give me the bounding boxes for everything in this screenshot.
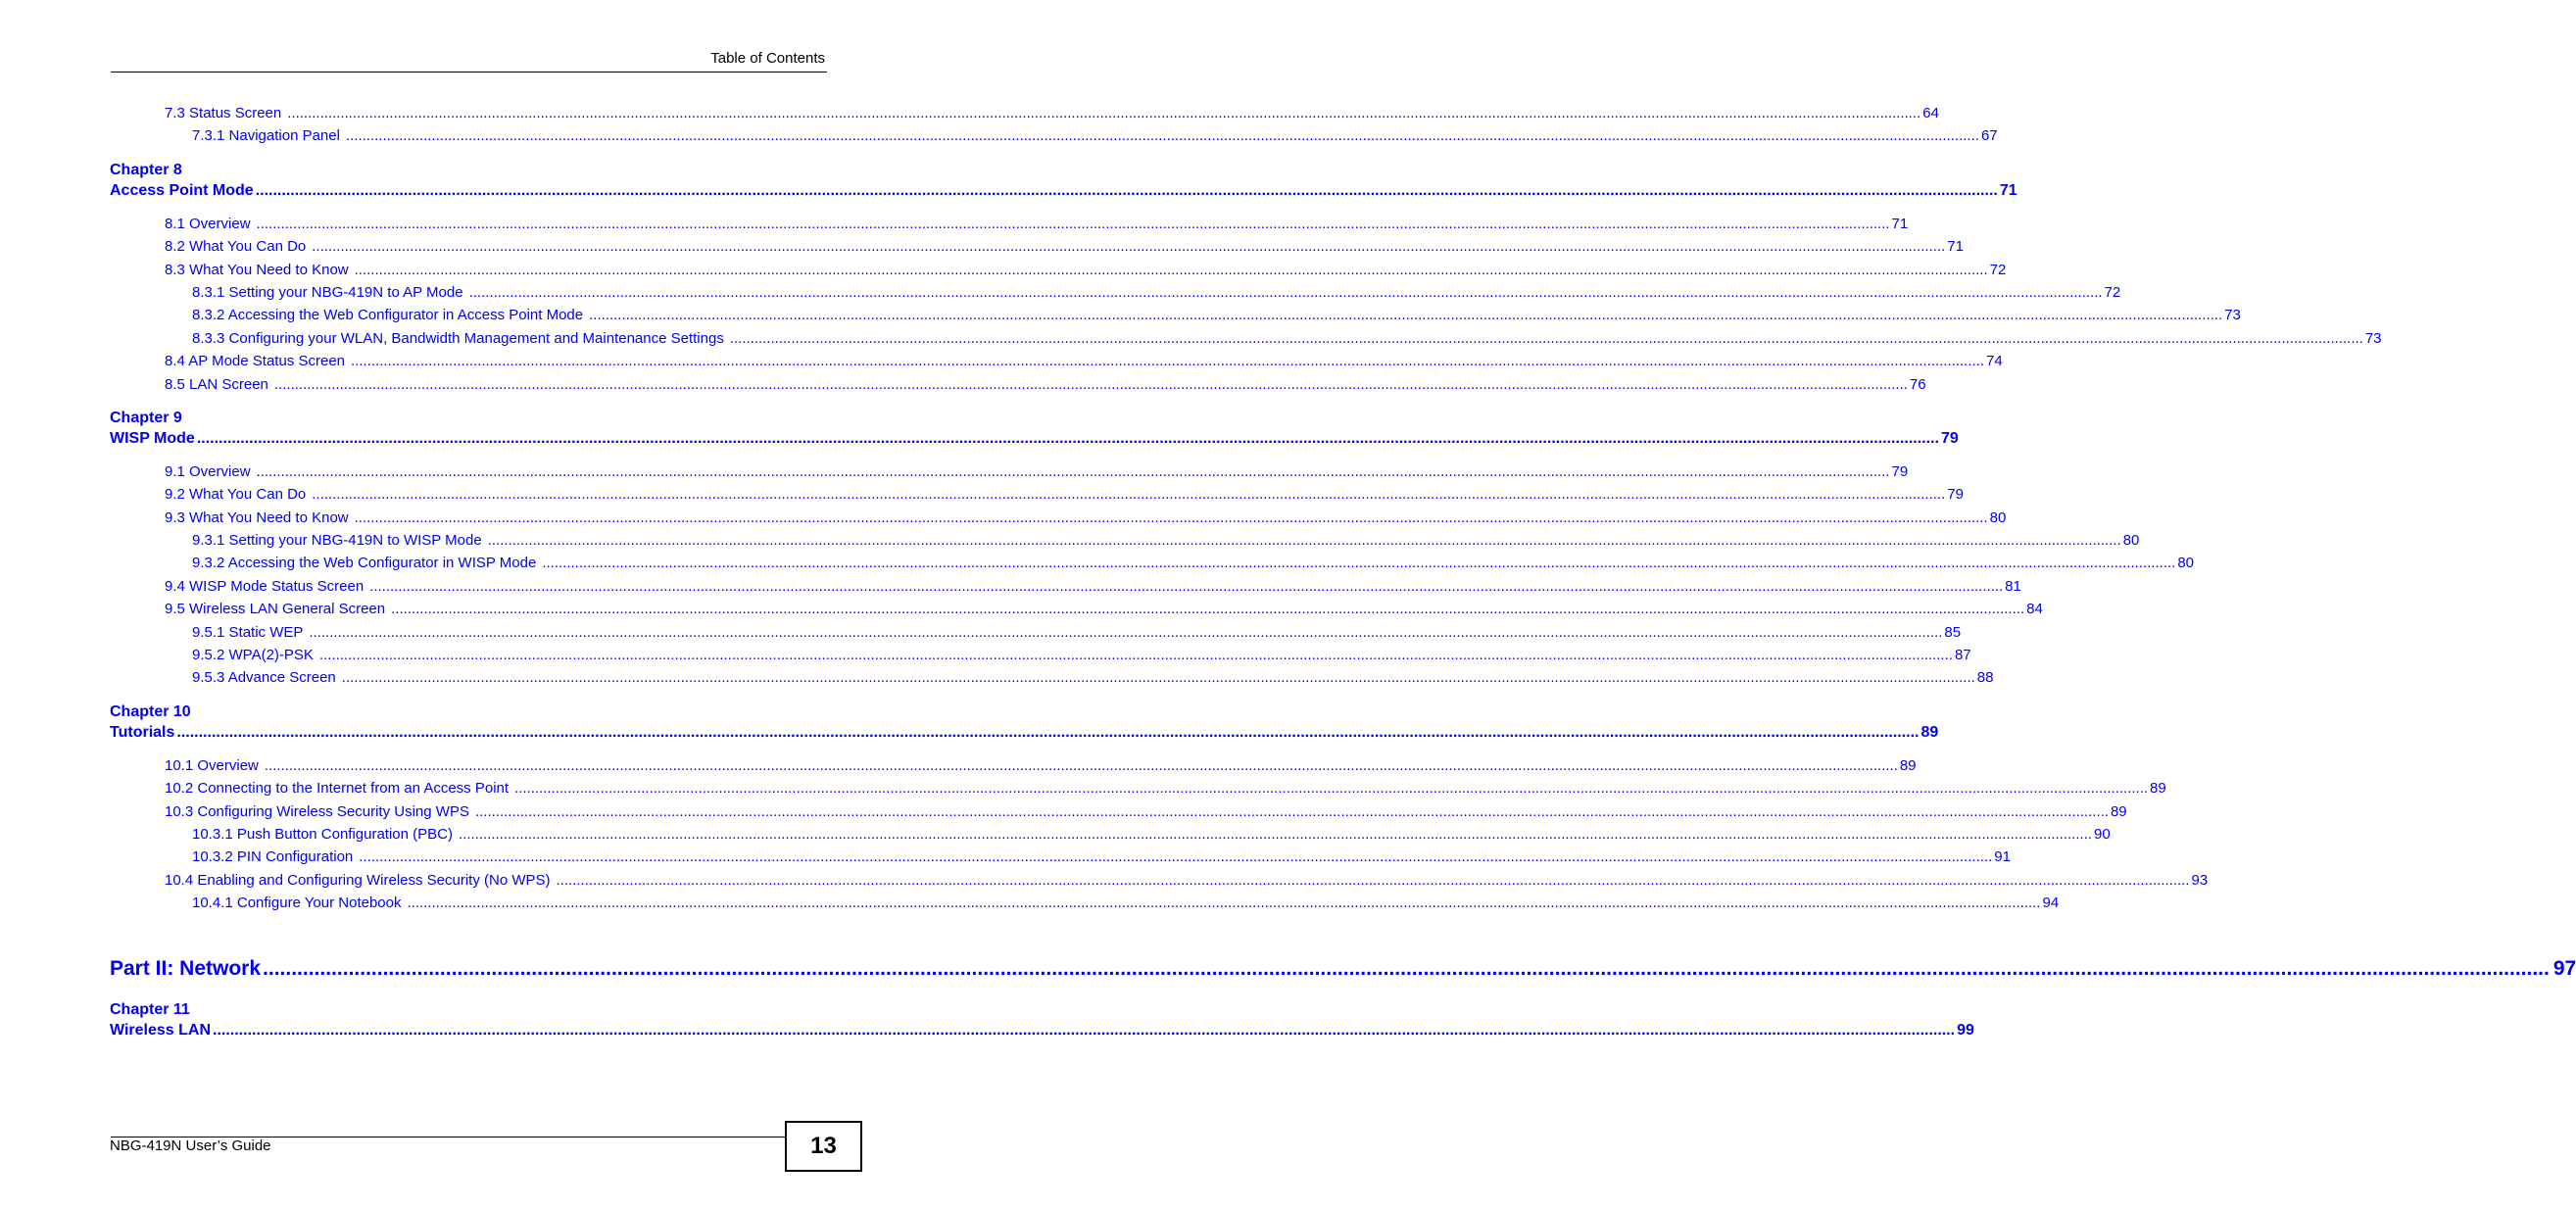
toc-entry-title: 9.2 What You Can Do: [165, 486, 307, 504]
spacer: [110, 201, 813, 213]
chapter-label: Chapter 9: [110, 409, 182, 426]
dot-leader: ................................................................................................................................................................................................................................................................................................................................................................................................................: [345, 127, 1979, 145]
toc-entry-title: 9.4 WISP Mode Status Screen: [165, 577, 365, 595]
toc-entry-link[interactable]: [110, 102, 1939, 124]
toc-entry-page: 89: [2150, 780, 2166, 798]
toc-part-link[interactable]: [110, 955, 2576, 983]
toc-entry-page: 97: [2552, 956, 2576, 980]
toc-entry-title: Access Point Mode: [110, 181, 254, 199]
spacer: [110, 148, 813, 160]
toc-entry-title: 10.1 Overview: [165, 756, 259, 774]
toc-entry-title: 8.3.1 Setting your NBG-419N to AP Mode: [192, 283, 463, 301]
dot-leader: ................................................................................................................................................................................................................................................................................................................................................................................................................: [556, 871, 2190, 889]
toc-entry-page: 89: [1899, 756, 1917, 774]
page-number-box: [785, 1121, 862, 1172]
dot-leader: ................................................................................................................................................................................................................................................................................................................................................................................................................: [176, 723, 1920, 741]
dot-leader: ................................................................................................................................................................................................................................................................................................................................................................................................................: [589, 307, 2223, 324]
toc-entry-title: Part II: Network: [110, 956, 262, 980]
toc-entry-title: 8.4 AP Mode Status Screen: [165, 353, 346, 370]
toc-entry-link[interactable]: [110, 823, 2111, 846]
header-rule: [111, 72, 827, 73]
spacer: [110, 449, 813, 460]
dot-leader: ................................................................................................................................................................................................................................................................................................................................................................................................................: [474, 802, 2109, 820]
toc-entry-link[interactable]: [110, 281, 2121, 304]
toc-entry-link[interactable]: [110, 213, 1909, 235]
dot-leader: ................................................................................................................................................................................................................................................................................................................................................................................................................: [256, 215, 1890, 232]
dot-leader: ................................................................................................................................................................................................................................................................................................................................................................................................................: [264, 756, 1898, 774]
dot-leader: ................................................................................................................................................................................................................................................................................................................................................................................................................: [354, 261, 1988, 278]
dot-leader: ................................................................................................................................................................................................................................................................................................................................................................................................................: [729, 329, 2363, 347]
spacer: [110, 396, 813, 408]
toc-entry-page: 72: [2104, 283, 2121, 301]
toc-entry-page: 71: [1891, 215, 1909, 232]
toc-entry-page: 99: [1957, 1021, 1974, 1039]
toc-entry-title: 9.1 Overview: [165, 462, 251, 480]
toc-entry-page: 91: [1994, 848, 2011, 866]
toc-entry-page: 79: [1891, 462, 1909, 480]
toc-entry-page: 72: [1989, 261, 2007, 278]
toc-entry-link[interactable]: [110, 644, 1971, 666]
dot-leader: ................................................................................................................................................................................................................................................................................................................................................................................................................: [213, 1021, 1956, 1039]
dot-leader: ................................................................................................................................................................................................................................................................................................................................................................................................................: [407, 895, 2041, 912]
toc-entry-title: 7.3.1 Navigation Panel: [192, 127, 340, 145]
footer-guide-title: NBG-419N User’s Guide: [110, 1137, 271, 1154]
toc-entry-page: 84: [2026, 601, 2043, 618]
toc-chapter-link[interactable]: [110, 1020, 1974, 1041]
toc-entry-title: 8.5 LAN Screen: [165, 375, 268, 393]
dot-leader: ................................................................................................................................................................................................................................................................................................................................................................................................................: [354, 508, 1988, 526]
toc-entry-title: 8.3.3 Configuring your WLAN, Bandwidth Management and Maintenance Settings: [192, 329, 724, 347]
toc-entry-title: 10.3 Configuring Wireless Security Using WPS: [165, 802, 469, 820]
toc-entry-page: 74: [1986, 353, 2003, 370]
toc-chapter-link[interactable]: [110, 428, 1959, 449]
toc-entry-link[interactable]: [110, 598, 2043, 620]
toc-entry-link[interactable]: [110, 777, 2166, 799]
toc-entry-link[interactable]: [110, 846, 2011, 868]
toc-entry-page: 73: [2224, 307, 2241, 324]
toc-entry-page: 93: [2191, 871, 2209, 889]
toc-entry-page: 80: [1989, 508, 2007, 526]
toc-entry-title: 8.2 What You Can Do: [165, 238, 307, 256]
page-number: 13: [810, 1133, 837, 1159]
toc-entry-page: 87: [1954, 647, 1971, 664]
dot-leader: ................................................................................................................................................................................................................................................................................................................................................................................................................: [312, 486, 1946, 504]
toc-entry-title: 10.3.2 PIN Configuration: [192, 848, 354, 866]
toc-entry-page: 71: [1947, 238, 1964, 256]
dot-leader: ................................................................................................................................................................................................................................................................................................................................................................................................................: [359, 848, 1993, 866]
toc-entry-page: 94: [2042, 895, 2060, 912]
dot-leader: ................................................................................................................................................................................................................................................................................................................................................................................................................: [196, 429, 1939, 447]
toc-entry-title: 9.5.2 WPA(2)-PSK: [192, 647, 314, 664]
toc-entry-link[interactable]: [110, 259, 2007, 281]
table-of-contents: [110, 102, 2576, 1052]
dot-leader: ................................................................................................................................................................................................................................................................................................................................................................................................................: [273, 375, 1908, 393]
chapter-label: Chapter 11: [110, 1000, 190, 1018]
toc-entry-page: 85: [1944, 623, 1962, 641]
toc-entry-page: 88: [1976, 669, 1994, 687]
toc-entry-link[interactable]: [110, 575, 2021, 598]
toc-entry-title: 10.4 Enabling and Configuring Wireless Security (No WPS): [165, 871, 551, 889]
dot-leader: ................................................................................................................................................................................................................................................................................................................................................................................................................: [312, 238, 1946, 256]
toc-entry-title: 9.5.1 Static WEP: [192, 623, 304, 641]
toc-entry-title: 7.3 Status Screen: [165, 105, 282, 121]
toc-entry-page: 80: [2122, 532, 2140, 550]
toc-entry-link[interactable]: [110, 529, 2140, 552]
toc-entry-page: 71: [1999, 181, 2017, 199]
toc-entry-link[interactable]: [110, 373, 1926, 396]
toc-chapter-link[interactable]: [110, 180, 2017, 201]
toc-entry-link[interactable]: [110, 124, 1998, 147]
toc-entry-page: 73: [2364, 329, 2382, 347]
spacer: [110, 915, 813, 955]
toc-entry-title: 9.5 Wireless LAN General Screen: [165, 601, 386, 618]
toc-entry-page: 67: [1980, 127, 1998, 145]
toc-entry-link[interactable]: [110, 869, 2209, 892]
chapter-label: Chapter 10: [110, 702, 191, 720]
toc-entry-link[interactable]: [110, 800, 2127, 823]
spacer: [110, 1041, 813, 1052]
toc-entry-link[interactable]: [110, 304, 2241, 326]
dot-leader: ................................................................................................................................................................................................................................................................................................................................................................................................................: [351, 353, 1985, 370]
toc-entry-link[interactable]: [110, 666, 1994, 689]
dot-leader: ................................................................................................................................................................................................................................................................................................................................................................................................................: [487, 532, 2121, 550]
toc-entry-link[interactable]: [110, 235, 1964, 258]
toc-entry-title: Wireless LAN: [110, 1021, 211, 1039]
toc-entry-page: 79: [1940, 429, 1959, 447]
dot-leader: ................................................................................................................................................................................................................................................................................................................................................................................................................: [309, 623, 1943, 641]
toc-entry-link[interactable]: [110, 507, 2007, 529]
toc-entry-title: 9.3 What You Need to Know: [165, 508, 349, 526]
toc-entry-title: WISP Mode: [110, 429, 195, 447]
dot-leader: ................................................................................................................................................................................................................................................................................................................................................................................................................: [256, 462, 1890, 480]
toc-entry-title: 10.4.1 Configure Your Notebook: [192, 895, 402, 912]
toc-entry-link[interactable]: [110, 754, 1917, 777]
toc-entry-page: 89: [2110, 802, 2127, 820]
dot-leader: ................................................................................................................................................................................................................................................................................................................................................................................................................: [263, 956, 2550, 980]
toc-entry-link[interactable]: [110, 327, 2382, 350]
dot-leader: ................................................................................................................................................................................................................................................................................................................................................................................................................: [459, 825, 2092, 843]
spacer: [110, 983, 813, 999]
spacer: [110, 743, 813, 754]
toc-entry-title: 9.5.3 Advance Screen: [192, 669, 336, 687]
header-section-title: Table of Contents: [710, 50, 825, 67]
toc-entry-link[interactable]: [110, 621, 1962, 644]
toc-entry-page: 81: [2005, 577, 2021, 595]
dot-leader: ................................................................................................................................................................................................................................................................................................................................................................................................................: [542, 555, 2176, 572]
dot-leader: ................................................................................................................................................................................................................................................................................................................................................................................................................: [341, 669, 1975, 687]
dot-leader: ................................................................................................................................................................................................................................................................................................................................................................................................................: [514, 780, 2149, 798]
toc-entry-page: 89: [1920, 723, 1939, 741]
dot-leader: ................................................................................................................................................................................................................................................................................................................................................................................................................: [287, 105, 1921, 121]
toc-entry-page: 79: [1947, 486, 1964, 504]
toc-entry-title: 10.3.1 Push Button Configuration (PBC): [192, 825, 453, 843]
chapter-label: Chapter 8: [110, 161, 182, 178]
toc-entry-link[interactable]: [110, 460, 1909, 483]
dot-leader: ................................................................................................................................................................................................................................................................................................................................................................................................................: [318, 647, 1953, 664]
toc-entry-page: 80: [2177, 555, 2194, 572]
toc-entry-page: 90: [2094, 825, 2111, 843]
toc-entry-link[interactable]: [110, 552, 2194, 574]
spacer: [110, 690, 813, 702]
dot-leader: ................................................................................................................................................................................................................................................................................................................................................................................................................: [255, 181, 1998, 199]
dot-leader: ................................................................................................................................................................................................................................................................................................................................................................................................................: [369, 577, 2004, 595]
toc-entry-page: 64: [1922, 105, 1939, 121]
dot-leader: ................................................................................................................................................................................................................................................................................................................................................................................................................: [391, 601, 2025, 618]
toc-entry-title: Tutorials: [110, 723, 175, 741]
toc-entry-link[interactable]: [110, 350, 2003, 372]
toc-entry-title: 8.3.2 Accessing the Web Configurator in Access Point Mode: [192, 307, 584, 324]
toc-entry-link[interactable]: [110, 892, 2060, 914]
toc-entry-title: 10.2 Connecting to the Internet from an Access Point: [165, 780, 510, 798]
dot-leader: ................................................................................................................................................................................................................................................................................................................................................................................................................: [468, 283, 2103, 301]
toc-entry-page: 76: [1909, 375, 1926, 393]
toc-entry-title: 9.3.2 Accessing the Web Configurator in WISP Mode: [192, 555, 537, 572]
toc-entry-title: 8.3 What You Need to Know: [165, 261, 349, 278]
toc-entry-title: 8.1 Overview: [165, 215, 251, 232]
toc-chapter-link[interactable]: [110, 722, 1939, 743]
toc-entry-title: 9.3.1 Setting your NBG-419N to WISP Mode: [192, 532, 482, 550]
toc-entry-link[interactable]: [110, 483, 1964, 506]
